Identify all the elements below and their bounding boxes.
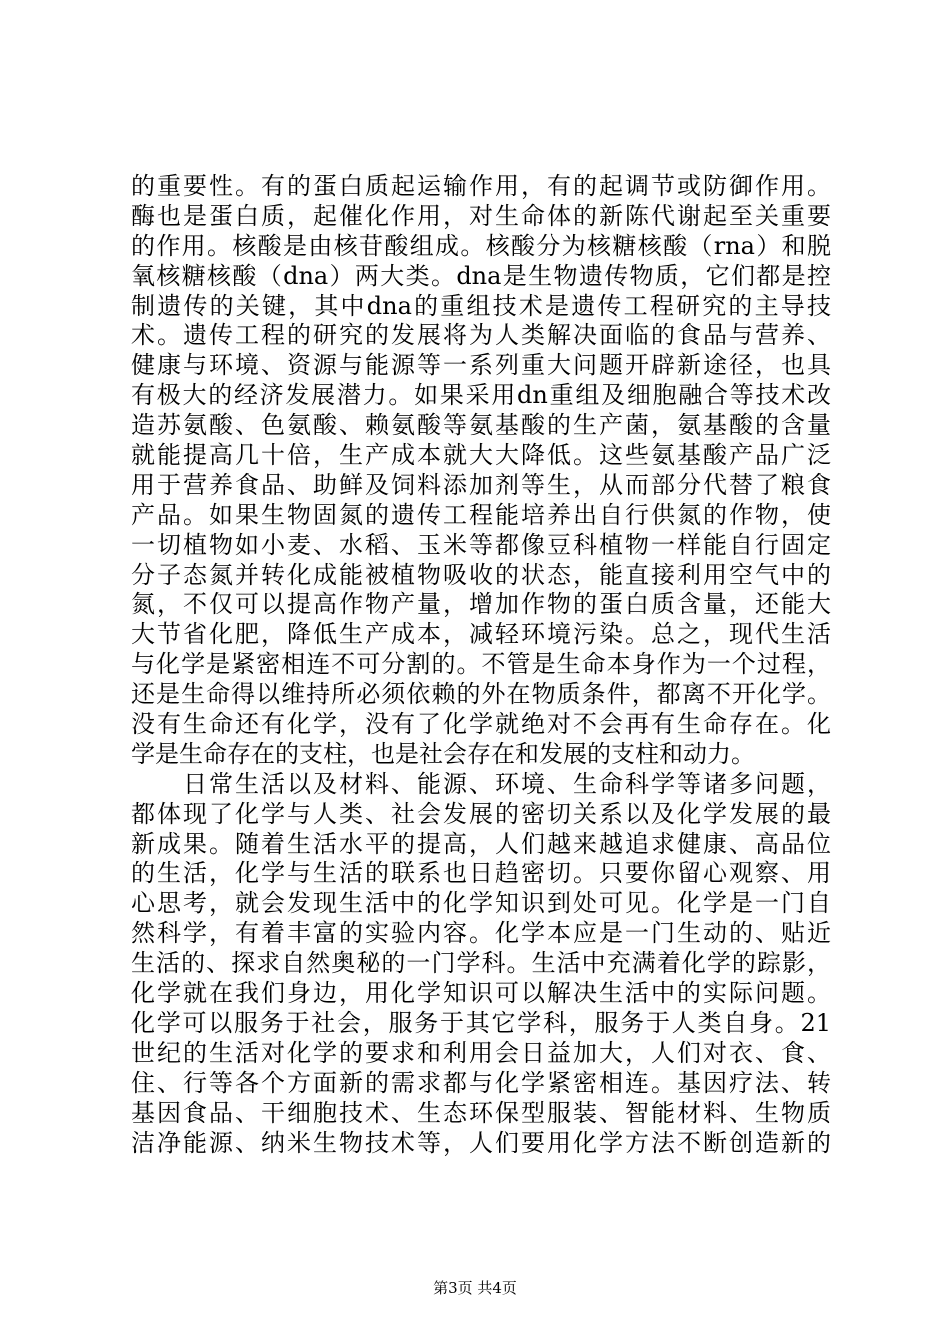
page-footer bbox=[0, 1278, 950, 1298]
text-line: 没有生命还有化学，没有了化学就绝对不会再有生命存在。化 bbox=[131, 710, 831, 739]
document-body bbox=[131, 172, 831, 1158]
text-line: 洁净能源、纳米生物技术等，人们要用化学方法不断创造新的 bbox=[131, 1128, 831, 1157]
text-line: 生活的、探求自然奥秘的一门学科。生活中充满着化学的踪影， bbox=[131, 949, 831, 978]
text-line: 酶也是蛋白质，起催化作用，对生命体的新陈代谢起至关重要 bbox=[131, 201, 831, 230]
text-line: 造苏氨酸、色氨酸、赖氨酸等氨基酸的生产菌，氨基酸的含量 bbox=[131, 411, 831, 440]
text-line: 的作用。核酸是由核苷酸组成。核酸分为核糖核酸（rna）和脱 bbox=[131, 231, 831, 260]
text-line: 用于营养食品、助鲜及饲料添加剂等生，从而部分代替了粮食 bbox=[131, 470, 831, 499]
text-line: 日常生活以及材料、能源、环境、生命科学等诸多问题， bbox=[131, 769, 831, 798]
text-line: 的生活，化学与生活的联系也日趋密切。只要你留心观察、用 bbox=[131, 859, 831, 888]
text-line: 制遗传的关键，其中dna的重组技术是遗传工程研究的主导技 bbox=[131, 291, 831, 320]
text-line: 世纪的生活对化学的要求和利用会日益加大，人们对衣、食、 bbox=[131, 1038, 831, 1067]
text-line: 氧核糖核酸（dna）两大类。dna是生物遗传物质，它们都是控 bbox=[131, 261, 831, 290]
text-line: 基因食品、干细胞技术、生态环保型服装、智能材料、生物质 bbox=[131, 1098, 831, 1127]
text-line: 产品。如果生物固氮的遗传工程能培养出自行供氮的作物，使 bbox=[131, 500, 831, 529]
text-line: 住、行等各个方面新的需求都与化学紧密相连。基因疗法、转 bbox=[131, 1068, 831, 1097]
text-line: 还是生命得以维持所必须依赖的外在物质条件，都离不开化学。 bbox=[131, 680, 831, 709]
page-number: 第3页 共4页 bbox=[433, 1279, 517, 1297]
text-line: 化学就在我们身边，用化学知识可以解决生活中的实际问题。 bbox=[131, 979, 831, 1008]
text-line: 氮，不仅可以提高作物产量，增加作物的蛋白质含量，还能大 bbox=[131, 590, 831, 619]
text-line: 的重要性。有的蛋白质起运输作用，有的起调节或防御作用。 bbox=[131, 172, 831, 200]
text-line: 大节省化肥，降低生产成本，减轻环境污染。总之，现代生活 bbox=[131, 620, 831, 649]
text-line: 学是生命存在的支柱，也是社会存在和发展的支柱和动力。 bbox=[131, 739, 755, 768]
text-line: 分子态氮并转化成能被植物吸收的状态，能直接利用空气中的 bbox=[131, 560, 831, 589]
text-line: 都体现了化学与人类、社会发展的密切关系以及化学发展的最 bbox=[131, 799, 831, 828]
text-line: 新成果。随着生活水平的提高，人们越来越追求健康、高品位 bbox=[131, 829, 831, 858]
text-line: 一切植物如小麦、水稻、玉米等都像豆科植物一样能自行固定 bbox=[131, 530, 831, 559]
text-line: 然科学，有着丰富的实验内容。化学本应是一门生动的、贴近 bbox=[131, 919, 831, 948]
text-line: 与化学是紧密相连不可分割的。不管是生命本身作为一个过程， bbox=[131, 650, 831, 679]
text-line: 就能提高几十倍，生产成本就大大降低。这些氨基酸产品广泛 bbox=[131, 441, 831, 470]
text-line: 有极大的经济发展潜力。如果采用dn重组及细胞融合等技术改 bbox=[131, 381, 831, 410]
paragraph-2 bbox=[131, 770, 831, 1159]
text-line: 健康与环境、资源与能源等一系列重大问题开辟新途径，也具 bbox=[131, 351, 831, 380]
text-line: 化学可以服务于社会，服务于其它学科，服务于人类自身。21 bbox=[131, 1008, 831, 1037]
text-line: 心思考，就会发现生活中的化学知识到处可见。化学是一门自 bbox=[131, 889, 831, 918]
paragraph-1 bbox=[131, 172, 831, 770]
text-line: 术。遗传工程的研究的发展将为人类解决面临的食品与营养、 bbox=[131, 321, 831, 350]
